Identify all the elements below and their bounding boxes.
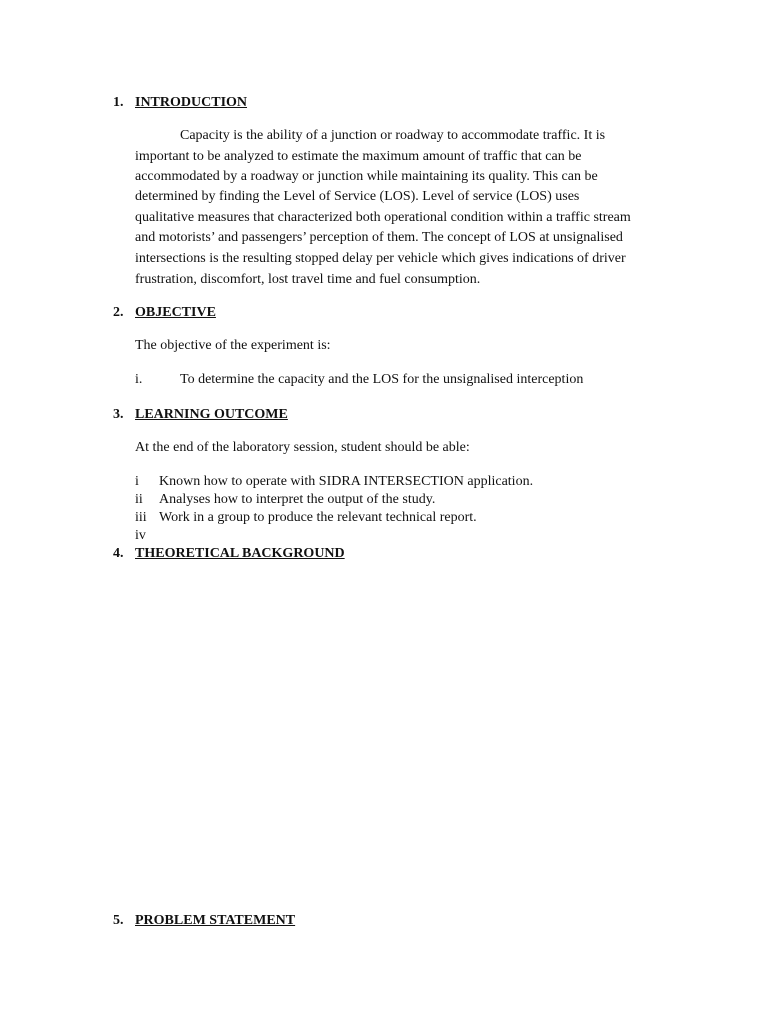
paragraph-line: important to be analyzed to estimate the maximum amount of traffic that can be (135, 149, 582, 164)
section-number: 3. (113, 407, 124, 422)
section-title: OBJECTIVE (135, 305, 216, 320)
paragraph-line: and motorists’ and passengers’ perception of them. The concept of LOS at unsignalised (135, 230, 623, 245)
list-marker: i (135, 474, 139, 489)
section-heading-introduction (113, 94, 247, 112)
paragraph-line: intersections is the resulting stopped delay per vehicle which gives indications of driver (135, 251, 626, 266)
paragraph-line: determined by finding the Level of Service (LOS). Level of service (LOS) uses (135, 189, 580, 204)
section-number: 4. (113, 546, 124, 561)
list-marker: ii (135, 492, 143, 507)
section-heading-learning-outcome (113, 406, 288, 424)
list-item-text: To determine the capacity and the LOS for the unsignalised interception (180, 372, 584, 387)
section-title: THEORETICAL BACKGROUND (135, 546, 345, 561)
section-heading-problem-statement (113, 912, 295, 930)
list-item-text: Work in a group to produce the relevant technical report. (159, 510, 477, 525)
paragraph-line: frustration, discomfort, lost travel time and fuel consumption. (135, 272, 481, 287)
paragraph-line: accommodated by a roadway or junction while maintaining its quality. This can be (135, 169, 598, 184)
objective-intro: The objective of the experiment is: (135, 338, 331, 353)
section-heading-theoretical-background (113, 545, 345, 563)
list-item-text: Known how to operate with SIDRA INTERSECTION application. (159, 474, 534, 489)
section-number: 1. (113, 95, 124, 110)
list-item-text: Analyses how to interpret the output of the study. (159, 492, 436, 507)
section-title: INTRODUCTION (135, 95, 248, 110)
paragraph-line: Capacity is the ability of a junction or roadway to accommodate traffic. It is (180, 128, 606, 143)
list-marker: iii (135, 510, 147, 525)
section-number: 5. (113, 913, 124, 928)
paragraph-line: qualitative measures that characterized both operational condition within a traffic stream (135, 210, 631, 225)
learning-outcome-intro: At the end of the laboratory session, student should be able: (135, 440, 470, 455)
list-marker: iv (135, 528, 146, 543)
section-heading-objective (113, 304, 216, 322)
section-number: 2. (113, 305, 124, 320)
section-title: LEARNING OUTCOME (135, 407, 288, 422)
section-title: PROBLEM STATEMENT (135, 913, 296, 928)
list-marker: i. (135, 372, 143, 387)
